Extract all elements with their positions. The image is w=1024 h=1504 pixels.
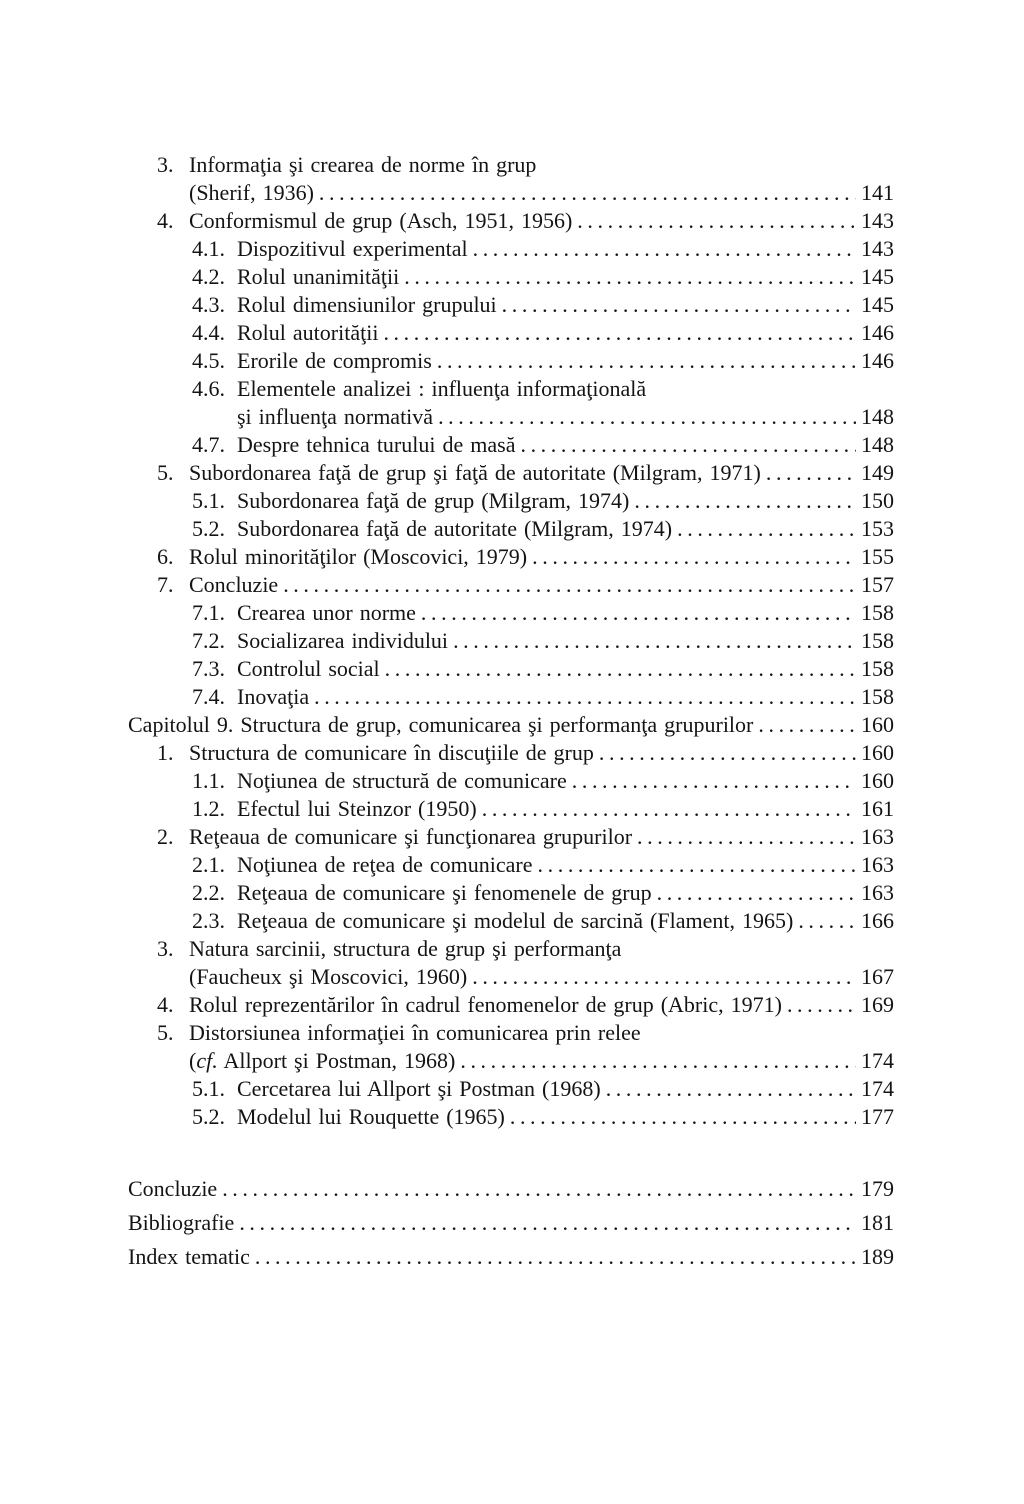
- toc-line: [128, 1075, 894, 1103]
- toc-page-number: 169: [861, 992, 894, 1017]
- dot-leader: [572, 767, 856, 795]
- toc-line: [128, 991, 894, 1019]
- backmatter: [128, 1175, 894, 1271]
- toc-line: [128, 627, 894, 655]
- toc-line: [128, 515, 894, 543]
- toc-line: [128, 1019, 894, 1047]
- dot-leader: [532, 543, 856, 571]
- dot-leader: [606, 1075, 856, 1103]
- toc-entry-number: 2.3.: [192, 908, 225, 933]
- toc-entry-title: Efectul lui Steinzor (1950): [237, 796, 477, 821]
- toc-entry-number: 7.4.: [192, 684, 225, 709]
- toc-page-number: 143: [861, 236, 894, 261]
- toc-entry-title: Elementele analizei : influenţa informaţională: [237, 376, 647, 401]
- toc-entry-title: Reţeaua de comunicare şi funcţionarea grupurilor: [189, 824, 633, 849]
- toc-page-number: 174: [861, 1048, 894, 1073]
- toc-entry-title: Rolul minorităţilor (Moscovici, 1979): [189, 544, 528, 569]
- toc-page-number: 189: [861, 1244, 894, 1269]
- toc-entry-title: Subordonarea faţă de grup (Milgram, 1974): [237, 488, 630, 513]
- dot-leader: [657, 879, 856, 907]
- toc-line: [128, 179, 894, 207]
- toc-line: [128, 347, 894, 375]
- toc-entry-number: 4.5.: [192, 348, 225, 373]
- toc-entry: [128, 235, 894, 263]
- toc-line: [128, 571, 894, 599]
- toc-entry: [128, 823, 894, 851]
- toc-line: [128, 851, 894, 879]
- backmatter-entry: [128, 1175, 894, 1203]
- dot-leader: [460, 1047, 856, 1075]
- toc-entry: [128, 1103, 894, 1131]
- toc-entry-number: 5.2.: [192, 1104, 225, 1129]
- backmatter-entry: [128, 1243, 894, 1271]
- backmatter-entry: [128, 1209, 894, 1237]
- toc-page-number: 161: [861, 796, 894, 821]
- toc-line: [128, 543, 894, 571]
- toc-entry-title: Natura sarcinii, structura de grup şi performanţa: [189, 936, 622, 961]
- dot-leader: [385, 655, 856, 683]
- dot-leader: [283, 571, 856, 599]
- toc-page-number: 158: [861, 628, 894, 653]
- toc-entry-title: Rolul autorităţii: [237, 320, 379, 345]
- toc-entry-number: 5.1.: [192, 488, 225, 513]
- toc-entry-number: 2.2.: [192, 880, 225, 905]
- toc-line: [128, 375, 894, 403]
- toc-line: [128, 1243, 894, 1271]
- toc-entry-number: Capitolul 9.: [128, 712, 234, 737]
- toc-entry-title: Reţeaua de comunicare şi fenomenele de grup: [237, 880, 652, 905]
- toc-entry-title: Concluzie: [128, 1176, 218, 1201]
- toc-entry: [128, 739, 894, 767]
- toc-entries: [128, 151, 894, 1131]
- toc-line: [128, 319, 894, 347]
- toc-line: [128, 403, 894, 431]
- toc-entry-number: 3.: [157, 152, 174, 177]
- toc-entry-number: 3.: [157, 936, 174, 961]
- toc-entry-number: 4.6.: [192, 376, 225, 401]
- toc-line: [128, 151, 894, 179]
- toc-line: [128, 1103, 894, 1131]
- toc-entry-title: Subordonarea faţă de grup şi faţă de autoritate (Milgram, 1971): [189, 460, 761, 485]
- toc-line: [128, 291, 894, 319]
- toc-entry: [128, 627, 894, 655]
- toc-entry-number: 4.4.: [192, 320, 225, 345]
- toc-entry: [128, 347, 894, 375]
- toc-entry-title: Rolul unanimităţii: [237, 264, 400, 289]
- dot-leader: [599, 739, 856, 767]
- toc-line: [128, 235, 894, 263]
- toc-entry: [128, 1075, 894, 1103]
- toc-page-number: 163: [861, 880, 894, 905]
- toc-entry: [128, 571, 894, 599]
- toc-entry-title: Noţiunea de reţea de comunicare: [237, 852, 533, 877]
- toc-line: [128, 683, 894, 711]
- toc-entry-number: 5.2.: [192, 516, 225, 541]
- dot-leader: [510, 1103, 856, 1131]
- toc-entry-title: Bibliografie: [128, 1210, 235, 1235]
- toc-entry-number: 4.3.: [192, 292, 225, 317]
- toc-entry-title: Erorile de compromis: [237, 348, 432, 373]
- toc-page-number: 167: [861, 964, 894, 989]
- toc-line: [128, 823, 894, 851]
- toc-entry: [128, 879, 894, 907]
- toc-line: [128, 1175, 894, 1203]
- toc-entry-title: (Sherif, 1936): [189, 180, 314, 205]
- toc-page-number: 157: [861, 572, 894, 597]
- toc-entry-number: 5.: [157, 1020, 174, 1045]
- toc-entry-title: Inovaţia: [237, 684, 310, 709]
- toc-page-number: 160: [861, 740, 894, 765]
- dot-leader: [798, 907, 856, 935]
- dot-leader: [472, 963, 856, 991]
- toc-page-number: 174: [861, 1076, 894, 1101]
- toc-line: [128, 879, 894, 907]
- toc-entry-number: 7.3.: [192, 656, 225, 681]
- dot-leader: [404, 263, 856, 291]
- toc-entry-number: 5.: [157, 460, 174, 485]
- toc-entry-title: (cf. Allport şi Postman, 1968): [189, 1048, 456, 1073]
- toc-entry-number: 4.: [157, 992, 174, 1017]
- dot-leader: [482, 795, 856, 823]
- dot-leader: [453, 627, 856, 655]
- dot-leader: [239, 1209, 856, 1237]
- dot-leader: [634, 487, 856, 515]
- toc-entry: [128, 767, 894, 795]
- dot-leader: [637, 823, 856, 851]
- toc-entry-title: Informaţia şi crearea de norme în grup: [189, 152, 537, 177]
- dot-leader: [383, 319, 856, 347]
- toc-entry-title: Reţeaua de comunicare şi modelul de sarcină (Flament, 1965): [237, 908, 794, 933]
- toc-entry-title: Controlul social: [237, 656, 380, 681]
- toc-line: [128, 263, 894, 291]
- toc-entry-number: 7.1.: [192, 600, 225, 625]
- dot-leader: [787, 991, 856, 1019]
- toc-entry: [128, 655, 894, 683]
- toc-entry-number: 5.1.: [192, 1076, 225, 1101]
- dot-leader: [437, 347, 856, 375]
- toc-page-number: 163: [861, 824, 894, 849]
- toc-page-number: 181: [861, 1210, 894, 1235]
- toc-entry-number: 7.: [157, 572, 174, 597]
- toc-entry-title: Socializarea individului: [237, 628, 449, 653]
- toc-line: [128, 907, 894, 935]
- toc-entry-number: 4.7.: [192, 432, 225, 457]
- toc-page-number: 145: [861, 264, 894, 289]
- toc-entry: [128, 207, 894, 235]
- toc-page-number: 158: [861, 656, 894, 681]
- toc-entry: [128, 851, 894, 879]
- toc-line: [128, 935, 894, 963]
- toc-entry-title: Index tematic: [128, 1244, 250, 1269]
- dot-leader: [520, 431, 856, 459]
- dot-leader: [502, 291, 856, 319]
- toc-entry: [128, 683, 894, 711]
- toc-page-number: 177: [861, 1104, 894, 1129]
- toc-entry-title: Modelul lui Rouquette (1965): [237, 1104, 505, 1129]
- toc-line: [128, 207, 894, 235]
- toc-entry: [128, 263, 894, 291]
- toc-entry: [128, 599, 894, 627]
- toc-entry-title: Crearea unor norme: [237, 600, 416, 625]
- toc-entry-title: (Faucheux şi Moscovici, 1960): [189, 964, 468, 989]
- table-of-contents: [128, 151, 894, 1271]
- toc-page-number: 158: [861, 600, 894, 625]
- dot-leader: [577, 207, 856, 235]
- toc-line: [128, 739, 894, 767]
- toc-page-number: 146: [861, 320, 894, 345]
- toc-line: [128, 767, 894, 795]
- toc-page-number: 158: [861, 684, 894, 709]
- toc-line: [128, 711, 894, 739]
- toc-entry: [128, 543, 894, 571]
- toc-entry-title: Subordonarea faţă de autoritate (Milgram, 1974): [237, 516, 673, 541]
- toc-line: [128, 1047, 894, 1075]
- toc-entry-number: 1.1.: [192, 768, 225, 793]
- dot-leader: [314, 683, 856, 711]
- toc-entry-title: Structura de comunicare în discuţiile de grup: [189, 740, 594, 765]
- toc-entry-title: şi influenţa normativă: [237, 404, 434, 429]
- toc-page-number: 150: [861, 488, 894, 513]
- toc-page-number: 155: [861, 544, 894, 569]
- toc-line: [128, 963, 894, 991]
- dot-leader: [766, 459, 856, 487]
- dot-leader: [677, 515, 856, 543]
- toc-entry-number: 2.1.: [192, 852, 225, 877]
- toc-page-number: 141: [861, 180, 894, 205]
- toc-entry: [128, 935, 894, 991]
- toc-entry-title: Distorsiunea informaţiei în comunicarea prin relee: [189, 1020, 641, 1045]
- toc-entry-title: Despre tehnica turului de masă: [237, 432, 516, 457]
- dot-leader: [473, 235, 856, 263]
- toc-entry-title: Rolul reprezentărilor în cadrul fenomenelor de grup (Abric, 1971): [189, 992, 782, 1017]
- dot-leader: [758, 711, 856, 739]
- toc-entry-title: Noţiunea de structură de comunicare: [237, 768, 567, 793]
- toc-entry: [128, 515, 894, 543]
- toc-entry: [128, 375, 894, 431]
- toc-entry: [128, 711, 894, 739]
- toc-entry-number: 1.: [157, 740, 174, 765]
- toc-line: [128, 795, 894, 823]
- dot-leader: [255, 1243, 856, 1271]
- dot-leader: [319, 179, 856, 207]
- toc-entry-title: Rolul dimensiunilor grupului: [237, 292, 497, 317]
- toc-line: [128, 599, 894, 627]
- toc-page-number: 143: [861, 208, 894, 233]
- toc-page-number: 153: [861, 516, 894, 541]
- toc-line: [128, 655, 894, 683]
- toc-page-number: 148: [861, 432, 894, 457]
- toc-entry: [128, 431, 894, 459]
- toc-page-number: 149: [861, 460, 894, 485]
- toc-line: [128, 1209, 894, 1237]
- toc-line: [128, 431, 894, 459]
- toc-entry-title: Dispozitivul experimental: [237, 236, 468, 261]
- dot-leader: [222, 1175, 856, 1203]
- toc-page-number: 166: [861, 908, 894, 933]
- toc-entry: [128, 319, 894, 347]
- toc-entry: [128, 151, 894, 207]
- toc-entry-number: 4.: [157, 208, 174, 233]
- toc-line: [128, 459, 894, 487]
- toc-entry-title: Structura de grup, comunicarea şi performanţa grupurilor: [240, 712, 754, 737]
- toc-entry: [128, 907, 894, 935]
- toc-page-number: 160: [861, 712, 894, 737]
- toc-entry-title: Cercetarea lui Allport şi Postman (1968): [237, 1076, 601, 1101]
- dot-leader: [438, 403, 856, 431]
- dot-leader: [538, 851, 856, 879]
- toc-entry-number: 6.: [157, 544, 174, 569]
- toc-page-number: 163: [861, 852, 894, 877]
- toc-entry: [128, 487, 894, 515]
- toc-entry-number: 4.2.: [192, 264, 225, 289]
- toc-entry-title: Conformismul de grup (Asch, 1951, 1956): [189, 208, 573, 233]
- toc-entry: [128, 291, 894, 319]
- toc-entry: [128, 1019, 894, 1075]
- toc-page-number: 148: [861, 404, 894, 429]
- toc-page-number: 145: [861, 292, 894, 317]
- toc-entry: [128, 795, 894, 823]
- toc-page-number: 179: [861, 1176, 894, 1201]
- toc-entry-number: 1.2.: [192, 796, 225, 821]
- toc-entry-number: 7.2.: [192, 628, 225, 653]
- toc-entry-title: Concluzie: [189, 572, 279, 597]
- toc-entry: [128, 991, 894, 1019]
- toc-line: [128, 487, 894, 515]
- toc-entry: [128, 459, 894, 487]
- toc-entry-number: 4.1.: [192, 236, 225, 261]
- toc-entry-number: 2.: [157, 824, 174, 849]
- toc-page-number: 160: [861, 768, 894, 793]
- toc-page-number: 146: [861, 348, 894, 373]
- dot-leader: [421, 599, 856, 627]
